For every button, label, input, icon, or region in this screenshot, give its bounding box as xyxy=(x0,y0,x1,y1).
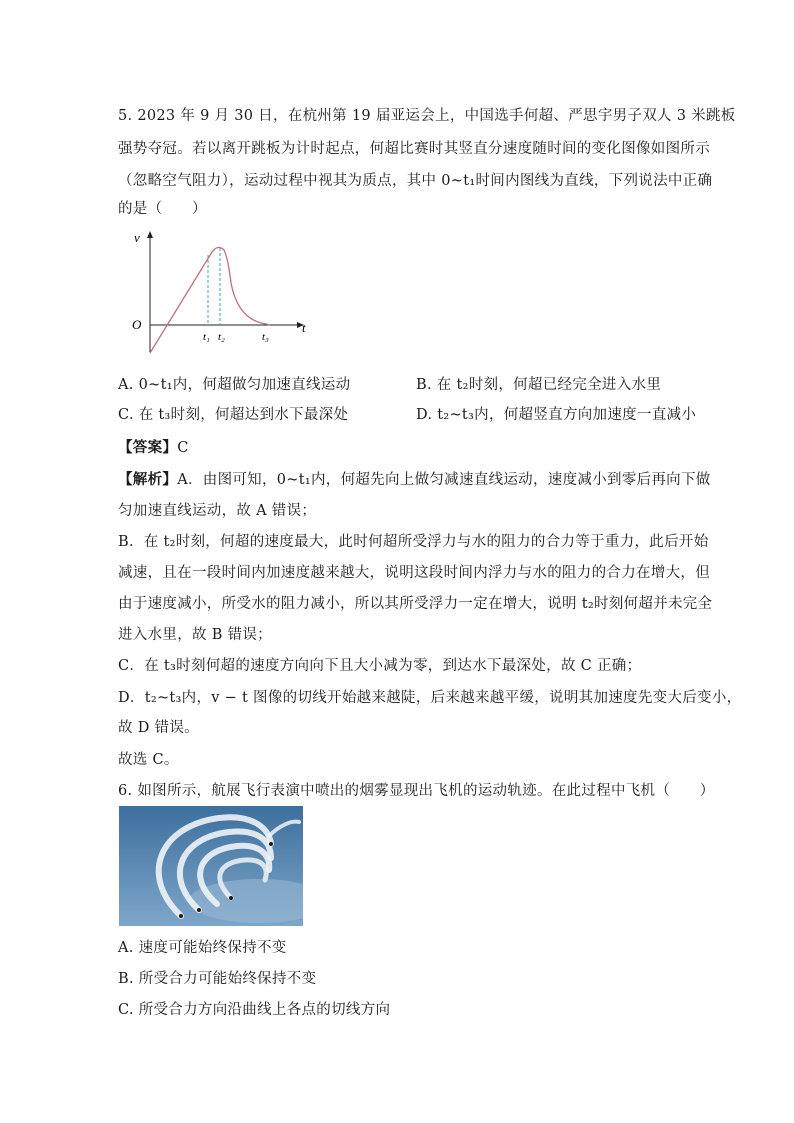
q5-answer xyxy=(118,436,189,457)
q5-option-a: A. 0~t₁内，何超做匀加速直线运动 xyxy=(118,377,351,393)
q5-analysis-line-8: D．t₂~t₃内，v − t 图像的切线开始越来越陡，后来越来越平缓，说明其加速度先变大后变小， xyxy=(118,690,742,706)
q5-analysis-line-5: 由于速度减小，所受水的阻力减小，所以其所受浮力一定在增大，说明 t₂时刻何超并未完全 xyxy=(118,596,713,612)
q5-option-b: B. 在 t₂时刻，何超已经完全进入水里 xyxy=(416,377,662,393)
q5-stem-line-1: 5. 2023 年 9 月 30 日，在杭州第 19 届亚运会上，中国选手何超、严思宇男子双人 3 米跳板 xyxy=(118,108,736,124)
q5-stem-line-2: 强势夺冠。若以离开跳板为计时起点，何超比赛时其竖直分速度随时间的变化图像如图所示 xyxy=(118,141,710,157)
analysis-label: 【解析】 xyxy=(118,471,178,488)
plane-1 xyxy=(179,914,183,918)
airshow-photo xyxy=(119,806,303,926)
q5-analysis-line-1 xyxy=(118,468,711,489)
q5-option-d: D. t₂~t₃内，何超竖直方向加速度一直减小 xyxy=(416,407,697,423)
plane-2 xyxy=(197,908,201,912)
q5-option-c: C. 在 t₃时刻，何超达到水下最深处 xyxy=(118,407,349,423)
axis-v-label: v xyxy=(134,230,140,245)
answer-value: C xyxy=(177,440,189,456)
t2-label: t₂ xyxy=(218,331,225,343)
vt-graph xyxy=(128,228,312,356)
q5-stem-line-4: 的是（ ） xyxy=(118,201,207,217)
axis-t-label: t xyxy=(302,320,306,335)
plane-3 xyxy=(229,896,233,900)
y-axis-arrow xyxy=(147,231,153,238)
q6-option-a: A. 速度可能始终保持不变 xyxy=(118,940,287,956)
analysis-text-1: A．由图可知，0~t₁内，何超先向上做匀减速直线运动，速度减小到零后再向下做 xyxy=(177,472,711,488)
t3-label: t₃ xyxy=(262,331,269,343)
q5-analysis-line-6: 进入水里，故 B 错误； xyxy=(118,627,272,643)
q6-option-b: B. 所受合力可能始终保持不变 xyxy=(118,971,317,987)
q5-analysis-line-10: 故选 C。 xyxy=(118,752,179,768)
answer-label: 【答案】 xyxy=(118,439,178,456)
q5-analysis-line-4: 减速，且在一段时间内加速度越来越大，说明这段时间内浮力与水的阻力的合力在增大，但 xyxy=(118,565,710,581)
t1-label: t₁ xyxy=(203,331,210,343)
velocity-curve xyxy=(150,247,270,353)
q6-option-c: C. 所受合力方向沿曲线上各点的切线方向 xyxy=(118,1002,391,1018)
q5-analysis-line-3: B．在 t₂时刻，何超的速度最大，此时何超所受浮力与水的阻力的合力等于重力，此后开始 xyxy=(118,534,709,550)
q5-analysis-line-9: 故 D 错误。 xyxy=(118,720,199,736)
airshow-photo-svg xyxy=(119,806,303,926)
q5-stem-line-3: （忽略空气阻力），运动过程中视其为质点，其中 0~t₁时间内图线为直线，下列说法中正确 xyxy=(118,173,713,189)
origin-label: O xyxy=(132,317,142,332)
q6-stem: 6. 如图所示，航展飞行表演中喷出的烟雾显现出飞机的运动轨迹。在此过程中飞机（ ） xyxy=(118,783,715,799)
vt-graph-svg xyxy=(128,228,312,356)
q5-analysis-line-7: C．在 t₃时刻何超的速度方向向下且大小减为零，到达水下最深处，故 C 正确； xyxy=(118,658,642,674)
q5-analysis-line-2: 匀加速直线运动，故 A 错误； xyxy=(118,503,317,519)
plane-4 xyxy=(269,842,273,846)
